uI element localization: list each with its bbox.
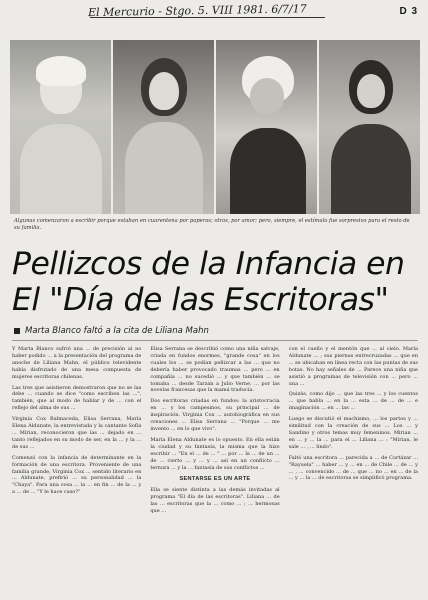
paragraph: Las tres que asistieron demostraron que no se las debe ... cuando se dice "como escriben las ...", también, que al modo de hablar y de ... con el reflejo del alma de sus ... — [12, 384, 142, 412]
page-number: D 3 — [399, 6, 418, 17]
portrait-photo — [216, 40, 317, 214]
article-column-3 — [289, 346, 418, 592]
byline-text: Marta Blanco faltó a la cita de Liliana Mahn — [25, 326, 209, 336]
portrait-photo — [10, 40, 111, 214]
handwritten-source-note: El Mercurio - Stgo. 5. VIII 1981. 6/7/17 — [87, 2, 307, 20]
article-headline: Pellizcos de la Infancia en El "Día de las Escritoras" — [12, 246, 405, 318]
article-byline — [14, 326, 414, 336]
article-column-2 — [150, 346, 279, 592]
paragraph: Comenzó con la infancia de determinante en la formación de una escritora. Proveniente de una familia grande, Virginia Cox ... sentido literario en ... Aldunate, prefirió ... su personalidad ... la "Chaya". Para una cosa ... la ... en fin ... de la ... y a ... de ... "Y le hace caso?" — [12, 454, 142, 496]
bullet-square-icon — [14, 328, 20, 334]
paragraph: Faltó una escritora ... parecida a ... de Cortázar ... "Rayuela" ... haber ... y ... en ... de Chile ... de ... y ... , ... convencido ... de ... que ... no ... en ... de la ... y ... la ... de escritoras se simplificó programa. — [288, 454, 418, 482]
article-column-1 — [12, 346, 141, 592]
portrait-photo — [319, 40, 420, 214]
article-body — [12, 346, 418, 592]
paragraph: Elisa Serrana se describió como una niña salvaje, criada en fundos enormes, "grande cosa" en los cuales los ... se podían pellizcar a las ... que no debería haber provocado traumas ... pero ... en compañía ... no sucedió ... y que también ... se tomaba ... desde Tarzán a Julio Verne, ... por las novelas francesas que la mamá traducía. — [150, 346, 280, 394]
paragraph: con el cuello y el mentón que ... al cielo. María Aldunate ... ; sus piernas entrecruzadas ... que en ... se ubicaban en línea recta con las puntas de sus botas. No hay señales de ... Parece una niña que asistió a programas de televisión con ... pero ... una ... — [288, 346, 418, 387]
portrait-photo — [113, 40, 214, 214]
paragraph: Quizás, como dijo ... que las tres ... y los cuentos ... que habla ... en la ... esta ... de ... de ... e imaginación ... en ... las ... — [288, 391, 418, 412]
paragraph: María Elena Aldunate es lo opuesto. En ella están la ciudad y su fantasía, la misma que la hizo escribir ... "En el ... de ... " ... por ... la ... de un ... de ... cierto ... y ... y ... así en un conflicto ... ternura ... y la ... fantasía de sus conflictos ... — [150, 436, 280, 471]
paragraph: Virginia Cox Balmaceda, Elisa Serrana, María Elena Aldunate, la entrevistada y la cantante Sofía ... Mirian, reconocieron que las ... dejado en ... tanto reflejados en su modo de ser, en la ... y la ... de sus ... — [12, 416, 142, 450]
divider — [12, 340, 418, 341]
handwriting-underline — [90, 17, 325, 18]
section-subhead: SENTARSE ES UN ARTE — [179, 476, 251, 483]
photo-strip — [10, 40, 420, 214]
paragraph: Y Marta Blanco sufrió una ... de precisión al no haber podido ... a la presentación del programa de anoche de Liliana Mahn, el público televidente había disfrutado de una mesa compuesta de mujeres escritoras chilenas. — [12, 346, 142, 380]
paragraph: Dos escritoras criadas en fundos: la aristocracia en ... y los campesinos, su principal ... de inspiración. Virginia Cox ... autobiográfica en sus creaciones ... Elisa Serrana ... "Porque ... me invento ... en lo que vivo". — [150, 398, 280, 432]
paragraph: Ella se siente distinta a las demás invitadas al programa "El día de las escritoras". Liliana ... de las ... escritoras que la ... como ... ; ... hermosas que ... — [150, 487, 280, 515]
paragraph: Luego se discutió el machismo, ... los partos y ... similitud con la creación de sus ... Los ... y Sandino y otros temas muy femeninos. Mirian ... en ... y ... la ... para el ... Liliana ... : "Mirian, le sale ... , ... lindo". — [288, 416, 418, 450]
photo-caption: Algunas comenzaron a escribir porque estaban en cuarentena por paperas; otras, por amor; pero, siempre, el estímulo fue sorpresivo para el resto de su familia. — [14, 218, 410, 231]
